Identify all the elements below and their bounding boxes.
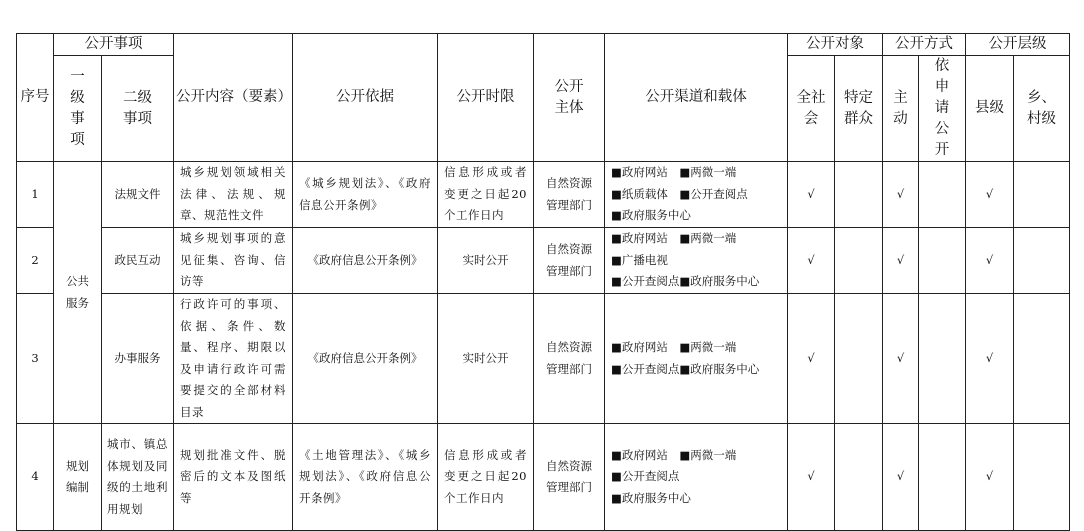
cell-obj-all: √ — [788, 294, 835, 424]
cell-method-apply — [919, 424, 966, 531]
cell-obj-all: √ — [788, 228, 835, 294]
cell-subject: 自然资源管理部门 — [534, 162, 605, 228]
cell-obj-specific — [835, 424, 883, 531]
channel-line: ■广播电视 — [611, 252, 668, 267]
header-subject: 公开主体 — [534, 34, 605, 162]
header-object-group: 公开对象 — [788, 34, 883, 56]
cell-level2: 法规文件 — [102, 162, 174, 228]
header-level-town: 乡、村级 — [1014, 56, 1070, 162]
cell-basis: 《政府信息公开条例》 — [293, 294, 438, 424]
channel-line: ■政府网站 ■两微一端 — [611, 340, 737, 354]
cell-level-town — [1014, 294, 1070, 424]
cell-time-limit: 实时公开 — [438, 294, 534, 424]
header-level-group: 公开层级 — [966, 34, 1070, 56]
cell-subject: 自然资源管理部门 — [534, 294, 605, 424]
cell-channels — [605, 294, 788, 424]
table-row — [17, 162, 1070, 228]
header-time-limit: 公开时限 — [438, 34, 534, 162]
cell-content: 城乡规划事项的意见征集、咨询、信访等 — [174, 228, 293, 294]
header-level1: 一级事项 — [54, 56, 102, 162]
header-method-apply: 依申请公开 — [919, 56, 966, 162]
cell-level-county: √ — [966, 162, 1014, 228]
cell-level-town — [1014, 162, 1070, 228]
cell-level2: 办事服务 — [102, 294, 174, 424]
channel-line: ■公开查阅点 — [611, 469, 680, 484]
cell-channels — [605, 228, 788, 294]
cell-seq: 3 — [17, 294, 54, 424]
cell-seq: 1 — [17, 162, 54, 228]
header-seq: 序号 — [17, 34, 54, 162]
channel-line: ■公开查阅点■政府服务中心 — [611, 361, 760, 376]
disclosure-table — [16, 33, 1070, 531]
cell-level-town — [1014, 424, 1070, 531]
header-method-active: 主动 — [883, 56, 919, 162]
cell-level-county: √ — [966, 228, 1014, 294]
cell-time-limit: 信息形成或者变更之日起20个工作日内 — [438, 424, 534, 531]
cell-level2: 城市、镇总体规划及同级的土地利用规划 — [102, 424, 174, 531]
cell-subject: 自然资源管理部门 — [534, 424, 605, 531]
cell-content: 规划批准文件、脱密后的文本及图纸等 — [174, 424, 293, 531]
cell-basis: 《政府信息公开条例》 — [293, 228, 438, 294]
channel-line: ■政府服务中心 — [611, 208, 691, 223]
cell-method-active: √ — [883, 294, 919, 424]
table-row — [17, 424, 1070, 531]
cell-method-apply — [919, 162, 966, 228]
table-row — [17, 228, 1070, 294]
cell-obj-all: √ — [788, 162, 835, 228]
header-basis: 公开依据 — [293, 34, 438, 162]
cell-level2: 政民互动 — [102, 228, 174, 294]
cell-obj-specific — [835, 294, 883, 424]
channel-line: ■纸质载体 ■公开查阅点 — [611, 186, 748, 201]
cell-method-active: √ — [883, 162, 919, 228]
table-row — [17, 294, 1070, 424]
cell-channels — [605, 162, 788, 228]
cell-level1: 公共服务 — [54, 162, 102, 424]
cell-basis: 《城乡规划法》、《政府信息公开条例》 — [293, 162, 438, 228]
cell-method-active: √ — [883, 424, 919, 531]
cell-seq: 2 — [17, 228, 54, 294]
cell-seq: 4 — [17, 424, 54, 531]
cell-level-county: √ — [966, 424, 1014, 531]
cell-channels — [605, 424, 788, 531]
header-content: 公开内容（要素） — [174, 34, 293, 162]
header-method-group: 公开方式 — [883, 34, 966, 56]
cell-content: 城乡规划领域相关法律、法规、规章、规范性文件 — [174, 162, 293, 228]
cell-obj-specific — [835, 162, 883, 228]
header-obj-all: 全社会 — [788, 56, 835, 162]
cell-obj-all: √ — [788, 424, 835, 531]
cell-basis: 《土地管理法》、《城乡规划法》、《政府信息公开条例》 — [293, 424, 438, 531]
header-items-group: 公开事项 — [54, 34, 174, 56]
cell-content: 行政许可的事项、依据、条件、数量、程序、期限以及申请行政许可需要提交的全部材料目录 — [174, 294, 293, 424]
channel-line: ■政府网站 ■两微一端 — [611, 231, 737, 246]
cell-level-town — [1014, 228, 1070, 294]
header-level-county: 县级 — [966, 56, 1014, 162]
cell-obj-specific — [835, 228, 883, 294]
header-channels: 公开渠道和载体 — [605, 34, 788, 162]
channel-line: ■政府服务中心 — [611, 490, 691, 505]
header-obj-specific: 特定群众 — [835, 56, 883, 162]
cell-method-apply — [919, 294, 966, 424]
cell-time-limit: 信息形成或者变更之日起20个工作日内 — [438, 162, 534, 228]
header-level2: 二级事项 — [102, 56, 174, 162]
cell-time-limit: 实时公开 — [438, 228, 534, 294]
cell-level1: 规划编制 — [54, 424, 102, 531]
cell-level-county: √ — [966, 294, 1014, 424]
cell-subject: 自然资源管理部门 — [534, 228, 605, 294]
channel-line: ■政府网站 ■两微一端 — [611, 447, 737, 462]
channel-line: ■政府网站 ■两微一端 — [611, 165, 737, 180]
cell-method-apply — [919, 228, 966, 294]
cell-method-active: √ — [883, 228, 919, 294]
channel-line: ■公开查阅点■政府服务中心 — [611, 274, 760, 289]
